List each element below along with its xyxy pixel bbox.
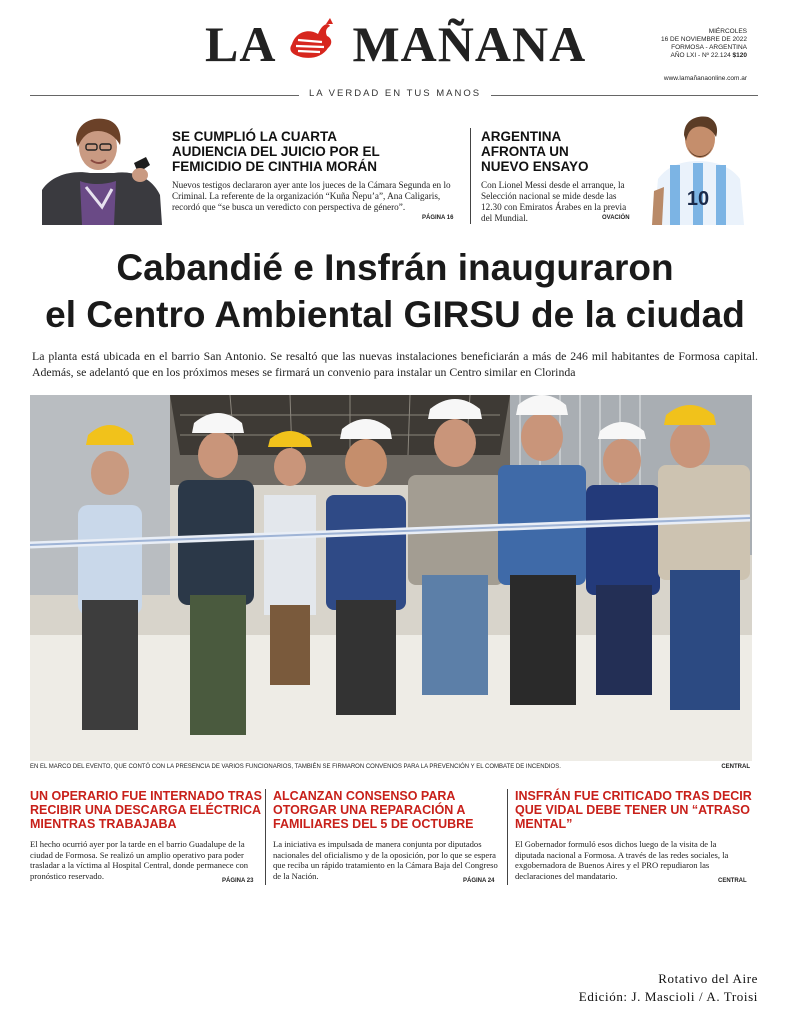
masthead-weekday: MIÉRCOLES: [708, 28, 747, 35]
top-left-headline[interactable]: SE CUMPLIÓ LA CUARTA AUDIENCIA DEL JUICIO POR EL FEMICIDIO DE CINTHIA MORÁN: [172, 129, 380, 174]
ribbon-cutting-illustration: [30, 395, 752, 761]
credits-line1: Rotativo del Aire: [658, 971, 758, 986]
main-lede: La planta está ubicada en el barrio San Antonio. Se resaltó que las nuevas instalaciones beneficiarán a más de 246 mil habitantes de Formosa capital. Además, se adelantó que en los próximos meses se firmará un convenio para instalar un Centro similar en Clorinda: [32, 349, 758, 379]
woman-speaker-photo[interactable]: [42, 115, 162, 225]
bottom-story-3-body: El Gobernador formuló esos dichos luego de la visita de la diputada nacional a Formosa. A través de las redes sociales, la exgobernadora de Buenos Aires y el PRO repudiaron las declaraciones del mandatario.: [515, 839, 729, 881]
photo-caption: EN EL MARCO DEL EVENTO, QUE CONTÓ CON LA PRESENCIA DE VARIOS FUNCIONARIOS, TAMBIÉN SE FIRMARON CONVENIOS PARA LA PREVENCIÓN Y EL COMBATE DE INCENDIOS.: [30, 764, 561, 770]
top-right-body: Con Lionel Messi desde el arranque, la Selección nacional se mide desde las 12.30 con Emiratos Árabes en la previa del Mundial.: [481, 180, 627, 223]
top-right-page: OVACIÓN: [602, 215, 630, 221]
rooster-logo-icon: [278, 14, 338, 74]
masthead-title: [205, 16, 586, 72]
masthead-tagline: [0, 88, 790, 99]
bottom-story-1-headline[interactable]: UN OPERARIO FUE INTERNADO TRAS RECIBIR UNA DESCARGA ELÉCTRICA MIENTRAS TRABAJABA: [30, 789, 262, 831]
top-right-headline[interactable]: ARGENTINA AFRONTA UN NUEVO ENSAYO: [481, 129, 589, 174]
top-divider: [470, 128, 471, 224]
masthead-title-right: MAÑANA: [352, 16, 587, 72]
jersey-number: 10: [686, 188, 710, 210]
masthead-date: 16 DE NOVIEMBRE DE 2022: [661, 36, 747, 43]
bottom-story-2-headline[interactable]: ALCANZAN CONSENSO PARA OTORGAR UNA REPARACIÓN A FAMILIARES DEL 5 DE OCTUBRE: [273, 789, 474, 831]
bottom-story-3-headline[interactable]: INSFRÁN FUE CRITICADO TRAS DECIR QUE VIDAL DEBE TENER UN “ATRASO MENTAL”: [515, 789, 752, 831]
bottom-story-2-body: La iniciativa es impulsada de manera conjunta por diputados nacionales del oficialismo y de la oposición, por lo que se espera que reciba un rápido tratamiento en la Cámara Baja del Congreso de la Nación.: [273, 839, 498, 881]
bottom-story-1-page: PÁGINA 23: [222, 878, 254, 884]
ribbon-cutting-photo[interactable]: [30, 395, 752, 761]
credits: [579, 970, 758, 1006]
main-headline-line2: el Centro Ambiental GIRSU de la ciudad: [45, 294, 745, 335]
masthead-meta: [661, 28, 747, 60]
masthead-edition: AÑO LXI - Nº 22.124: [670, 52, 731, 59]
main-headline-line1: Cabandié e Insfrán inauguraron: [116, 247, 674, 288]
bottom-story-2-page: PÁGINA 24: [463, 878, 495, 884]
soccer-player-photo[interactable]: [648, 113, 748, 225]
credits-line2: Edición: J. Mascioli / A. Troisi: [578, 989, 758, 1004]
bottom-story-1-body: El hecho ocurrió ayer por la tarde en el barrio Guadalupe de la ciudad de Formosa. Se realizó un amplio operativo para poder trasladar a la víctima al Hospital Central, donde permanece con pronóstico reservado.: [30, 839, 249, 881]
masthead-place: FORMOSA - ARGENTINA: [671, 44, 747, 51]
photo-section: CENTRAL: [721, 764, 750, 770]
bottom-story-3-page: CENTRAL: [718, 878, 747, 884]
main-headline[interactable]: [20, 244, 770, 338]
masthead-url[interactable]: www.lamañanaonline.com.ar: [663, 75, 747, 82]
masthead-price: $120: [732, 52, 747, 59]
tagline-text: LA VERDAD EN TUS MANOS: [299, 88, 491, 99]
masthead-title-left: LA: [205, 16, 277, 72]
top-left-body: Nuevos testigos declararon ayer ante los jueces de la Cámara Segunda en lo Criminal. La referente de la organización “Kuña Ñepu’a”, Ana Caligaris, recordó que “se busca un veredicto con perspectiva de género”.: [172, 180, 451, 212]
bottom-divider-1: [265, 789, 266, 885]
bottom-divider-2: [507, 789, 508, 885]
top-left-page: PÁGINA 16: [422, 215, 454, 221]
